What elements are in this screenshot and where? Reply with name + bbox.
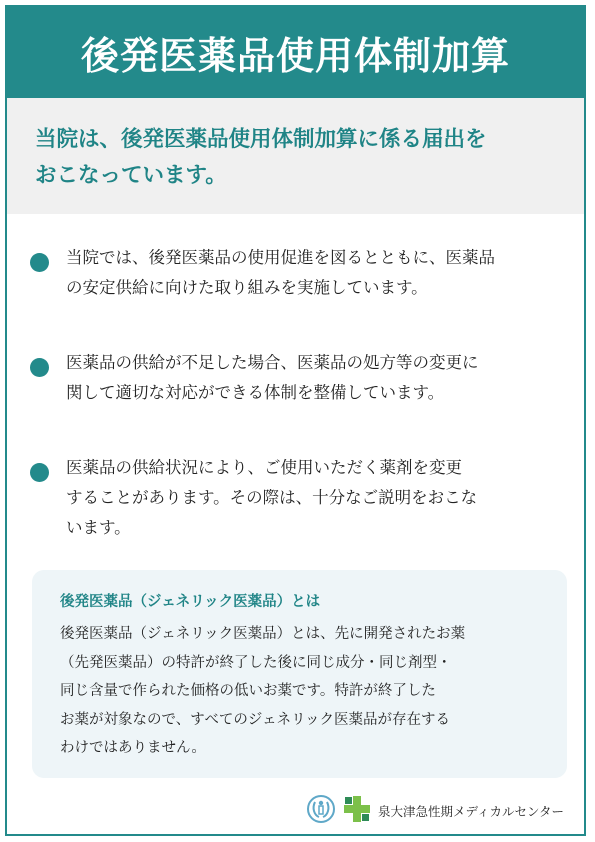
bullet-line: 医薬品の供給状況により、ご使用いただく薬剤を変更 [66, 458, 462, 477]
notice-frame [5, 5, 586, 836]
info-line: （先発医薬品）の特許が終了した後に同じ成分・同じ剤型・ [60, 654, 452, 671]
info-line: 後発医薬品（ジェネリック医薬品）とは、先に開発されたお薬 [60, 626, 466, 642]
generic-drug-info-box [32, 570, 567, 778]
bullet-line: の安定供給に向けた取り組みを実施しています。 [66, 278, 428, 297]
footer-logo [306, 794, 564, 828]
bullet-item [30, 453, 575, 543]
info-line: お薬が対象なので、すべてのジェネリック医薬品が存在する [60, 711, 451, 728]
bullet-line: 関して適切な対応ができる体制を整備しています。 [66, 383, 445, 402]
bullet-line: することがあります。その際は、十分なご説明をおこな [66, 488, 478, 507]
page-title [7, 7, 584, 98]
info-title: 後発医薬品（ジェネリック医薬品）とは [60, 594, 321, 610]
info-line: わけではありません。 [60, 740, 206, 756]
bullet-item [30, 348, 575, 408]
info-body [60, 620, 547, 763]
lead-line-1: 当院は、後発医薬品使用体制加算に係る届出を [35, 127, 487, 152]
bullet-dot-icon [30, 463, 49, 482]
bullet-line: 医薬品の供給が不足した場合、医薬品の処方等の変更に [66, 353, 479, 372]
bullet-item [30, 243, 575, 303]
bullet-line: 当院では、後発医薬品の使用促進を図るとともに、医薬品 [66, 248, 495, 267]
info-line: 同じ含量で作られた価格の低いお薬です。特許が終了した [60, 683, 436, 699]
lead-statement [7, 98, 584, 214]
page-title-text: 後発医薬品使用体制加算 [80, 34, 510, 78]
bullet-line: います。 [66, 518, 131, 537]
bullet-dot-icon [30, 253, 49, 272]
medical-cross-logo-icon [342, 794, 372, 828]
lead-line-2: おこなっています。 [35, 163, 227, 188]
bullet-dot-icon [30, 358, 49, 377]
organization-name: 泉大津急性期メディカルセンター [377, 804, 564, 819]
organization-emblem-icon [306, 794, 336, 828]
